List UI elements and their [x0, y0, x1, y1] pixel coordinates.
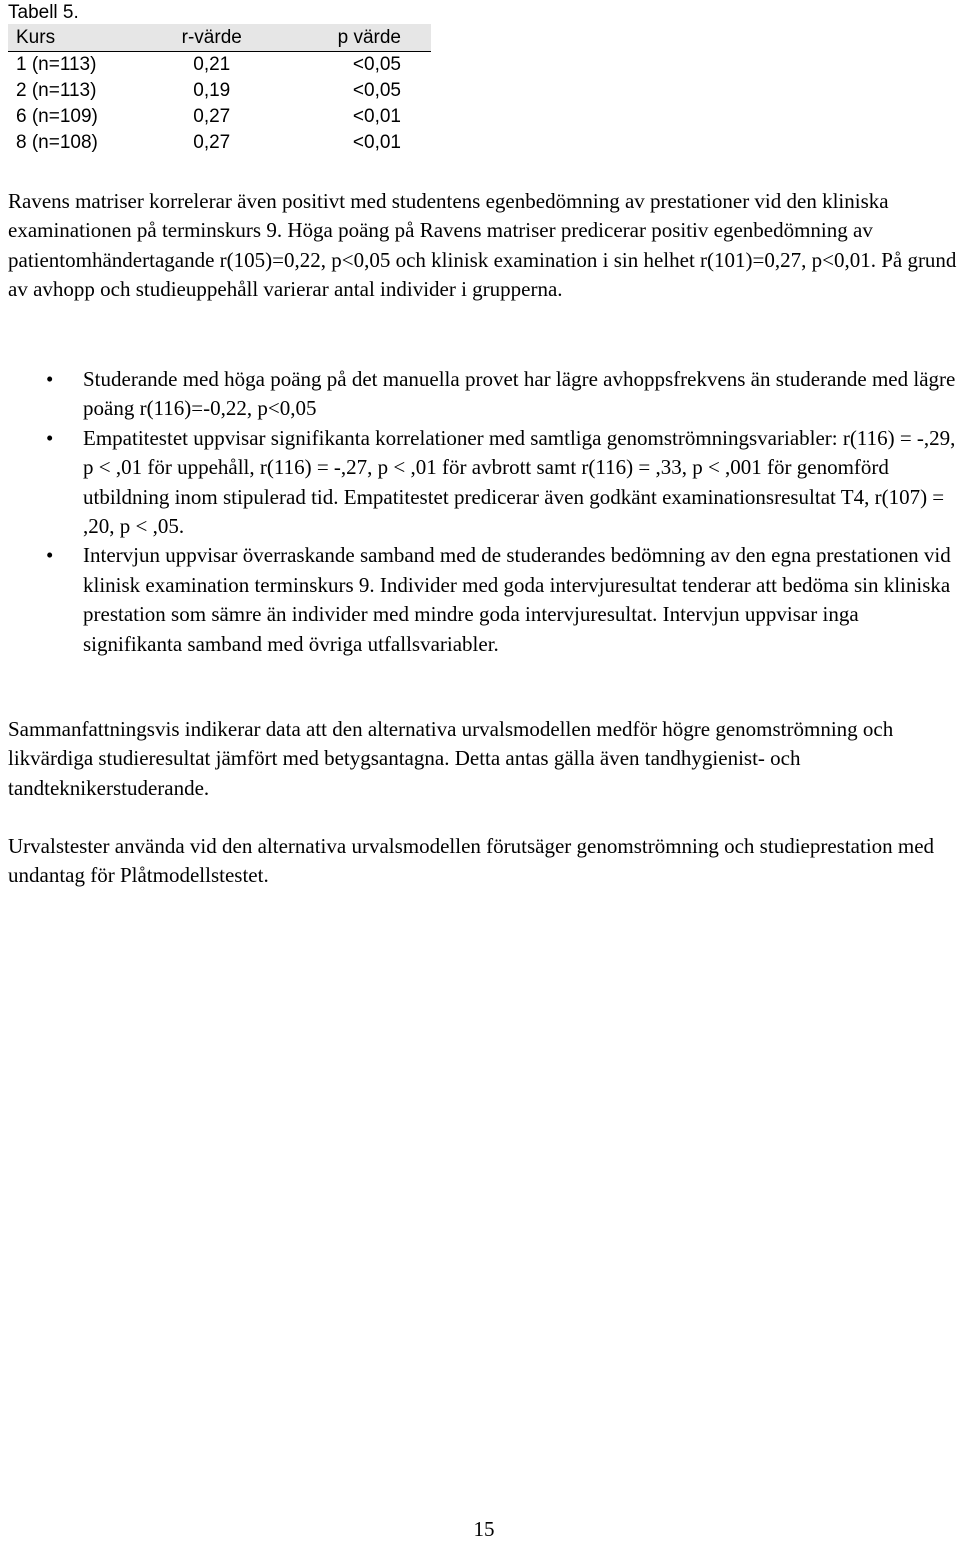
paragraph-conclusion: Urvalstester använda vid den alternativa urvalsmodellen förutsäger genomströmning och studieprestation med undantag för Plåtmodellstestet.: [8, 834, 935, 888]
list-item-text: Empatitestet uppvisar signifikanta korrelationer med samtliga genomströmningsvariabler: r(116) = -,29, p < ,01 för uppehåll, r(116) = -,27, p < ,01 för avbrott samt r(116) = ,33, p < ,001 för genomförd utbildning inom stipulerad tid. Empatitestet predicerar även godkänt examinationsresultat T4, r(107) = ,20, p < ,05.: [83, 425, 956, 539]
column-header-kurs: Kurs: [8, 24, 147, 52]
results-table: [8, 24, 431, 156]
list-item-text: Studerande med höga poäng på det manuella provet har lägre avhoppsfrekvens än studerande med lägre poäng r(116)=-0,22, p<0,05: [83, 367, 956, 421]
list-item-text: Intervjun uppvisar överraskande samband med de studerandes bedömning av den egna prestationen vid klinisk examination terminskurs 9. Individer med goda intervjuresultat tenderar att bedöma sin kliniska prestation som sämre än individer med mindre goda intervjuresultat. Intervjun uppvisar inga signifikanta samband med övriga utfallsvariabler.: [83, 543, 951, 656]
cell-p-value: <0,05: [352, 54, 401, 75]
column-header-r-value: r-värde: [147, 24, 276, 52]
cell-kurs: 8 (n=108): [16, 132, 98, 153]
findings-list: [8, 365, 960, 659]
table-caption: Tabell 5.: [8, 2, 79, 23]
page-number: 15: [473, 1517, 495, 1541]
cell-kurs: 1 (n=113): [16, 54, 97, 75]
paragraph-summary: Sammanfattningsvis indikerar data att den alternativa urvalsmodellen medför högre genomströmning och likvärdiga studieresultat jämfört med betygsantagna. Detta antas gälla även tandhygienist- och tandteknikerstuderande.: [8, 717, 894, 800]
list-item: [8, 365, 960, 424]
cell-r-value: 0,27: [193, 132, 231, 153]
cell-r-value: 0,19: [193, 80, 231, 101]
list-item: [8, 541, 960, 659]
bullet-icon: •: [46, 425, 54, 450]
paragraph-ravens: Ravens matriser korrelerar även positivt med studentens egenbedömning av prestationer vid den kliniska examinationen på terminskurs 9. Höga poäng på Ravens matriser predicerar positiv egenbedömning av patientomhändertagande r(105)=0,22, p<0,05 och klinisk examination i sin helhet r(101)=0,27, p<0,01. På grund av avhopp och studieuppehåll varierar antal individer i grupperna.: [8, 189, 957, 302]
cell-kurs: 2 (n=113): [16, 80, 97, 101]
cell-p-value: <0,05: [352, 80, 401, 101]
table-row: [8, 78, 431, 104]
bullet-icon: •: [46, 543, 54, 568]
cell-r-value: 0,27: [193, 106, 231, 127]
list-item: [8, 424, 960, 542]
cell-r-value: 0,21: [193, 54, 231, 75]
table-row: [8, 130, 431, 156]
cell-p-value: <0,01: [352, 132, 401, 153]
bullet-icon: •: [46, 367, 54, 391]
cell-kurs: 6 (n=109): [16, 106, 98, 127]
table-header-row: [8, 24, 431, 52]
table-row: [8, 52, 431, 79]
cell-p-value: <0,01: [352, 106, 401, 127]
column-header-p-value: p värde: [276, 24, 431, 52]
table-row: [8, 104, 431, 130]
